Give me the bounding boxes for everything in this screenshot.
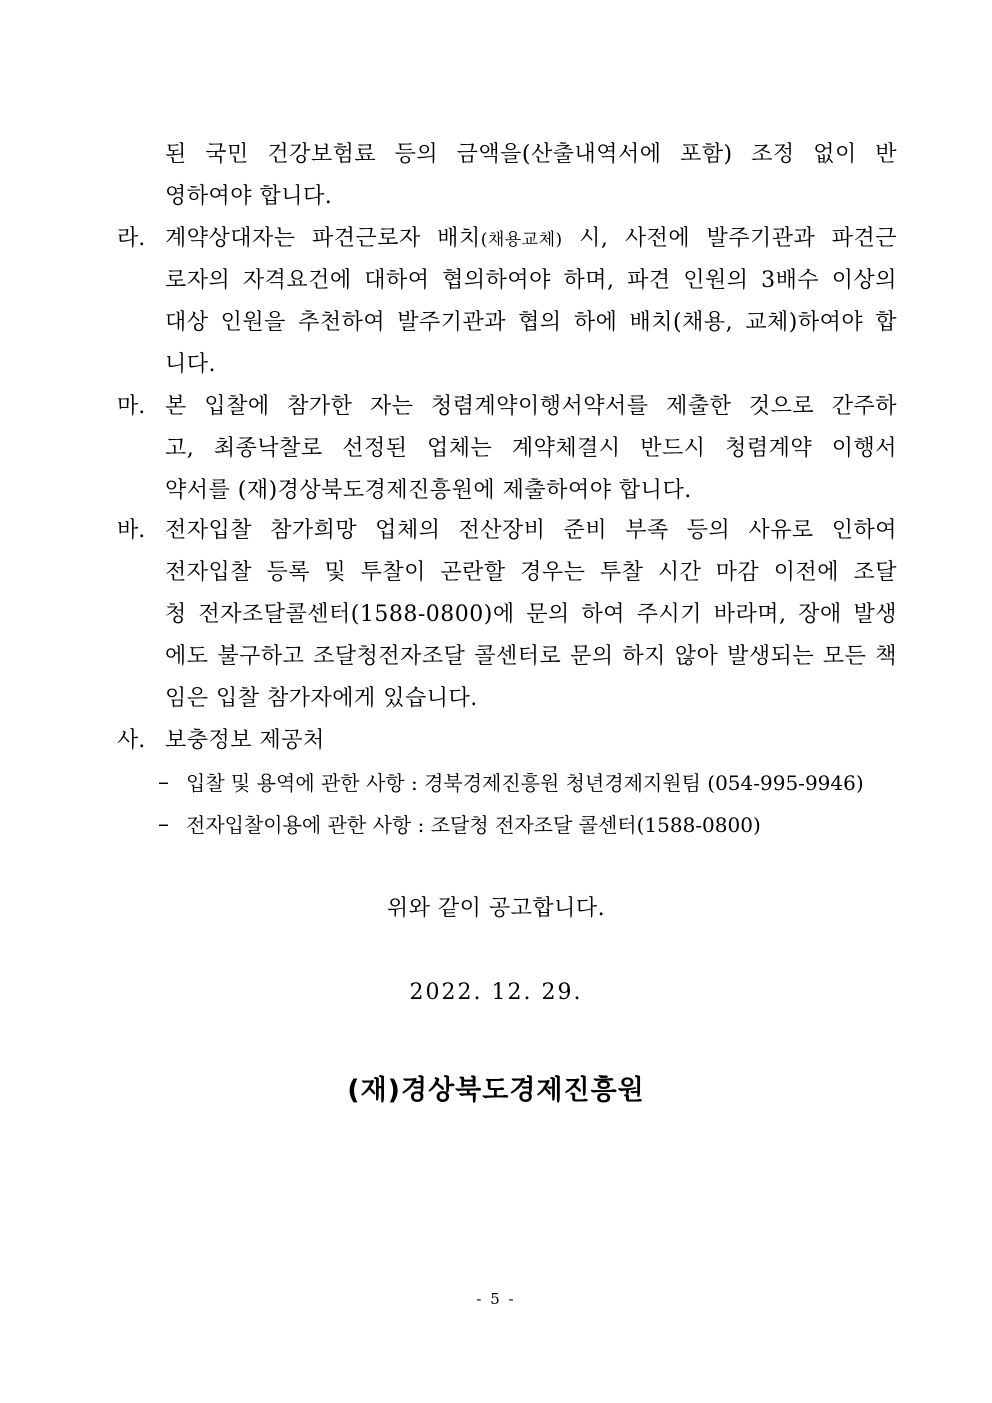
paragraph-line: 로자의 자격요건에 대하여 협의하여야 하며, 파견 인원의 3배수 이상의 bbox=[165, 268, 897, 293]
paragraph-line: 전자입찰 등록 및 투찰이 곤란할 경우는 투찰 시간 마감 이전에 조달 bbox=[165, 560, 897, 585]
announcement-date: 2022. 12. 29. bbox=[409, 980, 583, 1005]
paragraph-line: 대상 인원을 추천하여 발주기관과 협의 하에 배치(채용, 교체)하여야 합 bbox=[165, 310, 897, 335]
item-label: 마. bbox=[117, 394, 146, 419]
paragraph-line: 니다. bbox=[165, 352, 216, 377]
item-label: 라. bbox=[117, 226, 146, 251]
text-segment-small: (채용교체) bbox=[480, 230, 563, 250]
item-label: 바. bbox=[117, 518, 146, 543]
contact-line: 전자입찰이용에 관한 사항 : 조달청 전자조달 콜센터(1588-0800) bbox=[186, 813, 761, 837]
paragraph-line: 약서를 (재)경상북도경제진흥원에 제출하여야 합니다. bbox=[165, 478, 692, 503]
contact-dash: – bbox=[158, 770, 170, 795]
paragraph-line: 임은 입찰 참가자에게 있습니다. bbox=[165, 686, 478, 711]
paragraph-line: 된 국민 건강보험료 등의 금액을(산출내역서에 포함) 조정 없이 반 bbox=[165, 142, 897, 167]
text-segment: 시, 사전에 발주기관과 파견근 bbox=[562, 226, 897, 251]
paragraph-line: 에도 불구하고 조달청전자조달 콜센터로 문의 하지 않아 발생되는 모든 책 bbox=[165, 644, 897, 669]
closing-statement: 위와 같이 공고합니다. bbox=[386, 896, 606, 921]
page-number: - 5 - bbox=[476, 1290, 516, 1308]
item-label: 사. bbox=[117, 728, 146, 753]
contact-line: 입찰 및 용역에 관한 사항 : 경북경제진흥원 청년경제지원팀 (054-995-9946) bbox=[186, 771, 864, 795]
text-segment: 계약상대자는 파견근로자 배치 bbox=[165, 226, 481, 251]
paragraph-line: 보충정보 제공처 bbox=[165, 728, 325, 753]
paragraph-line: 영하여야 합니다. bbox=[165, 184, 333, 209]
organization-name: (재)경상북도경제진흥원 bbox=[347, 1075, 645, 1106]
paragraph-line: 본 입찰에 참가한 자는 청렴계약이행서약서를 제출한 것으로 간주하 bbox=[165, 394, 897, 419]
paragraph-line: 청 전자조달콜센터(1588-0800)에 문의 하여 주시기 바라며, 장애 발생 bbox=[165, 602, 897, 627]
paragraph-line: 고, 최종낙찰로 선정된 업체는 계약체결시 반드시 청렴계약 이행서 bbox=[165, 436, 897, 461]
paragraph-line bbox=[165, 224, 897, 254]
paragraph-line: 전자입찰 참가희망 업체의 전산장비 준비 부족 등의 사유로 인하여 bbox=[165, 518, 897, 543]
contact-dash: – bbox=[158, 812, 170, 837]
